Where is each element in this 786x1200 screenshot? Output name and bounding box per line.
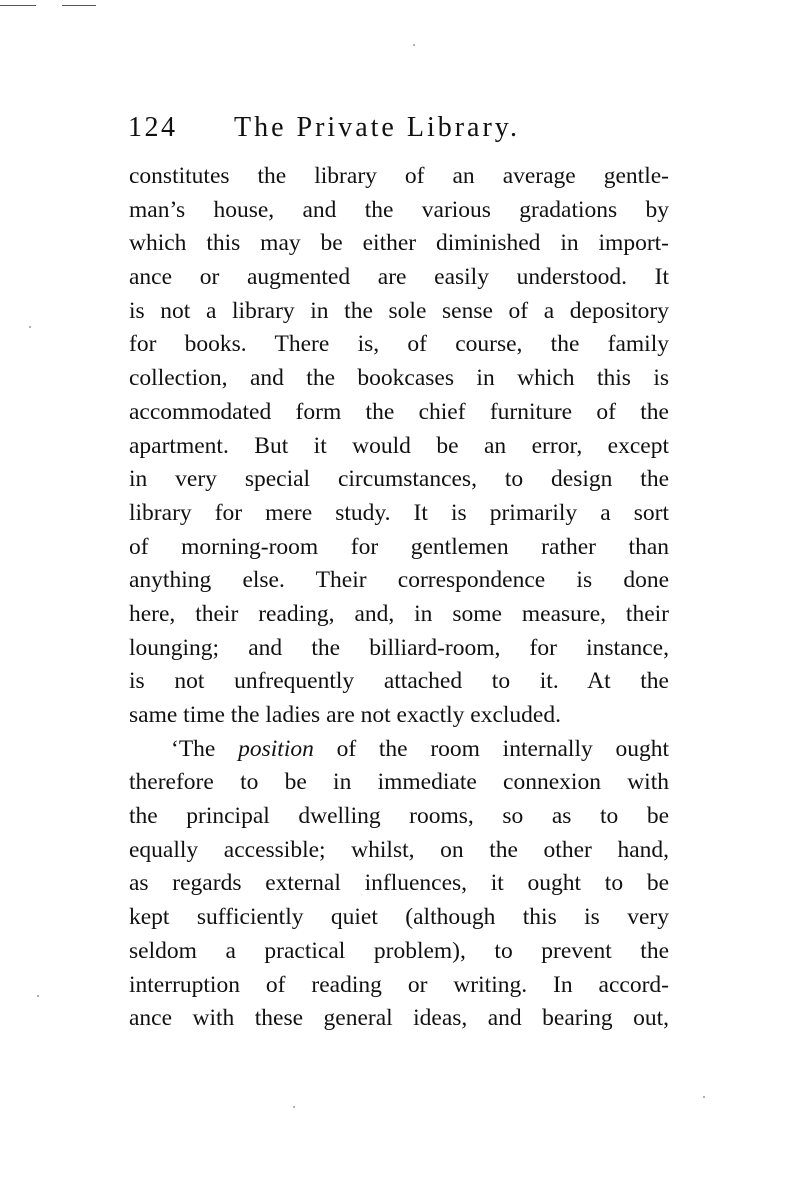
emphasis-position: position <box>238 735 314 762</box>
text-line: interruption of reading or writing. In accord- <box>129 971 669 998</box>
scan-speck <box>29 326 31 328</box>
scan-speck <box>413 44 415 46</box>
text-line: ance with these general ideas, and bearing out, <box>129 1005 669 1032</box>
body-text <box>129 160 669 1036</box>
text-line: therefore to be in immediate connexion with <box>129 769 669 796</box>
text-line: is not a library in the sole sense of a depository <box>129 297 669 324</box>
page-header <box>128 112 598 148</box>
text-line: kept sufficiently quiet (although this is very <box>129 904 669 931</box>
text-line: is not unfrequently attached to it. At the <box>129 668 669 695</box>
text-line: seldom a practical problem), to prevent the <box>129 937 669 964</box>
text-line: for books. There is, of course, the family <box>129 331 669 358</box>
first-line-rest: of the room internally ought <box>313 735 669 762</box>
text-line: lounging; and the billiard-room, for instance, <box>129 634 669 661</box>
text-line: apartment. But it would be an error, except <box>129 432 669 459</box>
scan-speck <box>703 1096 705 1098</box>
text-line: anything else. Their correspondence is done <box>129 567 669 594</box>
scan-mark-left <box>0 5 36 6</box>
text-line: in very special circumstances, to design the <box>129 466 669 493</box>
text-line: here, their reading, and, in some measure, their <box>129 600 669 627</box>
text-line: as regards external influences, it ought to be <box>129 870 669 897</box>
text-line: man’s house, and the various gradations by <box>129 196 669 223</box>
text-line: accommodated form the chief furniture of the <box>129 398 669 425</box>
scan-speck <box>37 995 39 997</box>
text-line: ance or augmented are easily understood. It <box>129 264 669 291</box>
running-title: The Private Library. <box>234 112 520 143</box>
quote-prefix: ‘The <box>171 735 239 762</box>
text-line: which this may be either diminished in import- <box>129 230 669 257</box>
text-line: same time the ladies are not exactly excluded. <box>129 702 561 728</box>
paragraph-first-line <box>129 733 669 767</box>
text-line: collection, and the bookcases in which this is <box>129 365 669 392</box>
page-number: 124 <box>128 112 178 143</box>
scan-speck <box>293 1106 295 1108</box>
scan-mark-right <box>62 5 96 6</box>
text-line: the principal dwelling rooms, so as to be <box>129 803 669 830</box>
text-line: constitutes the library of an average gentle- <box>129 163 669 189</box>
text-line: equally accessible; whilst, on the other hand, <box>129 836 669 863</box>
text-line: of morning-room for gentlemen rather than <box>129 533 669 560</box>
text-line: library for mere study. It is primarily a sort <box>129 499 669 526</box>
